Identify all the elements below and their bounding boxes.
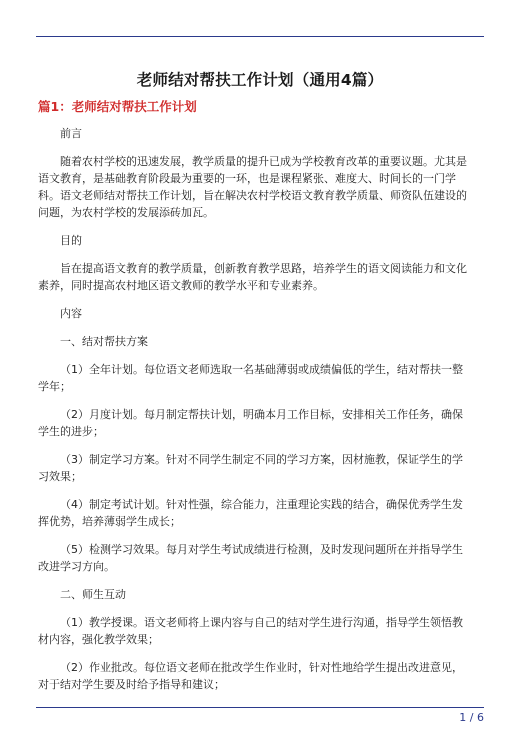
- footer-rule: [36, 707, 484, 708]
- paragraph: 二、师生互动: [60, 588, 126, 601]
- paragraph: 内容: [60, 307, 82, 320]
- paragraph: （2）作业批改。每位语文老师在批改学生作业时，针对性地给学生提出改进意见，对于结对学生要及时给予指导和建议；: [38, 661, 463, 691]
- header-rule: [36, 36, 484, 37]
- paragraph: 目的: [60, 234, 82, 247]
- paragraph: （5）检测学习效果。每月对学生考试成绩进行检测，及时发现问题所在并指导学生改进学习方向。: [38, 543, 463, 573]
- paragraph: 旨在提高语文教育的教学质量，创新教育教学思路，培养学生的语文阅读能力和文化素养，同时提高农村地区语文教师的教学水平和专业素养。: [38, 262, 467, 292]
- paragraph: 前言: [60, 127, 82, 140]
- page-indicator: 1 / 6: [459, 711, 484, 724]
- document-body: [38, 125, 468, 704]
- paragraph: 随着农村学校的迅速发展，教学质量的提升已成为学校教育改革的重要议题。尤其是语文教育，是基础教育阶段最为重要的一环，也是课程紧张、难度大、时间长的一门学科。语文老师结对帮扶工作计划，旨在解决农村学校语文教育教学质量、师资队伍建设的问题，为农村学校的发展添砖加瓦。: [38, 155, 467, 219]
- paragraph: （1）全年计划。每位语文老师选取一名基础薄弱或成绩偏低的学生，结对帮扶一整学年；: [38, 363, 463, 393]
- paragraph: （3）制定学习方案。针对不同学生制定不同的学习方案，因材施教，保证学生的学习效果；: [38, 453, 463, 483]
- paragraph: （2）月度计划。每月制定帮扶计划，明确本月工作目标，安排相关工作任务，确保学生的进步；: [38, 408, 463, 438]
- chapter-heading: 篇1：老师结对帮扶工作计划: [38, 99, 197, 114]
- paragraph: （1）教学授课。语文老师将上课内容与自己的结对学生进行沟通，指导学生领悟教材内容，强化教学效果；: [38, 616, 463, 646]
- paragraph: 一、结对帮扶方案: [60, 335, 148, 348]
- document-title: 老师结对帮扶工作计划（通用4篇）: [136, 71, 384, 89]
- paragraph: （4）制定考试计划。针对性强，综合能力，注重理论实践的结合，确保优秀学生发挥优势，培养薄弱学生成长；: [38, 498, 463, 528]
